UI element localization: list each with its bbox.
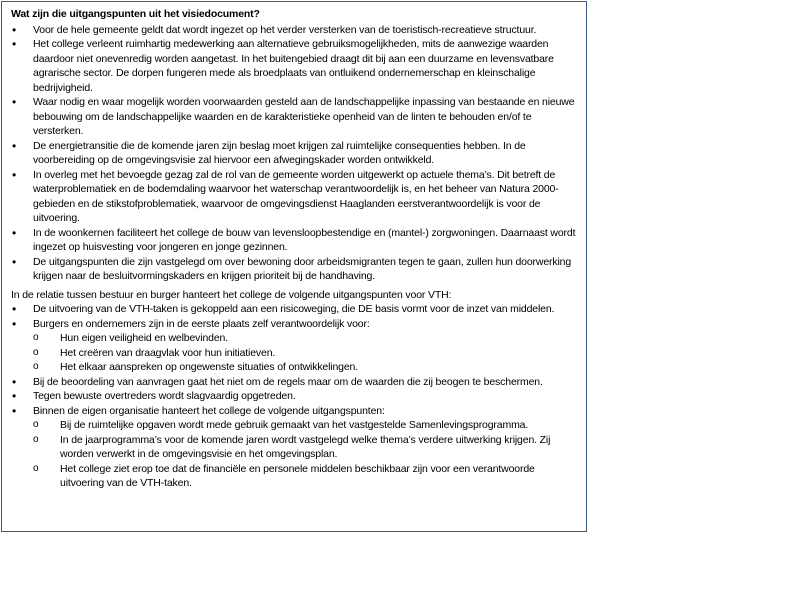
sub-list-item: o In de jaarprogramma’s voor de komende jaren wordt vastgelegd welke thema’s verdere uitwerking krijgen. Zij worden verwerkt in de omgevingsvisie en het omgevingsplan. <box>33 433 581 462</box>
list-item: • Voor de hele gemeente geldt dat wordt ingezet op het verder versterken van de toeristisch-recreatieve structuur. <box>11 23 581 38</box>
list-item: • De energietransitie die de komende jaren zijn beslag moet krijgen zal ruimtelijke consequenties hebben. In de voorbereiding op de omgevingsvisie zal hiervoor een afwegingskader worden ontwikkeld. <box>11 139 581 168</box>
section-title: Wat zijn die uitgangspunten uit het visiedocument? <box>11 8 260 20</box>
sub-list <box>33 418 581 491</box>
sub-list-item: o Het creëren van draagvlak voor hun initiatieven. <box>33 346 581 361</box>
list-item: • Tegen bewuste overtreders wordt slagvaardig opgetreden. <box>11 389 581 404</box>
visiedocument-list <box>11 23 581 284</box>
list-item <box>11 317 581 375</box>
sub-list-item: o Het college ziet erop toe dat de financiële en personele middelen beschikbaar zijn voor een verantwoorde uitvoering van de VTH-taken. <box>33 462 581 491</box>
sub-list-item: o Hun eigen veiligheid en welbevinden. <box>33 331 581 346</box>
sub-list-item: o Bij de ruimtelijke opgaven wordt mede gebruik gemaakt van het vastgestelde Samenlevingsprogramma. <box>33 418 581 433</box>
vth-intro-paragraph: In de relatie tussen bestuur en burger hanteert het college de volgende uitgangspunten voor VTH: <box>11 288 452 301</box>
list-item <box>11 404 581 491</box>
list-item: • Bij de beoordeling van aanvragen gaat het niet om de regels maar om de waarden die zij beogen te beschermen. <box>11 375 581 390</box>
list-item: • De uitvoering van de VTH-taken is gekoppeld aan een risicoweging, die DE basis vormt voor de inzet van middelen. <box>11 302 581 317</box>
sub-list <box>33 331 581 375</box>
list-item: • De uitgangspunten die zijn vastgelegd om over bewoning door arbeidsmigranten tegen te gaan, zullen hun doorwerking krijgen naar de besluitvormingskaders en krijgen prioriteit bij de handhaving. <box>11 255 581 284</box>
list-item: • In overleg met het bevoegde gezag zal de rol van de gemeente worden uitgewerkt op actuele thema’s. Dit betreft de waterproblematiek en de bodemdaling waarvoor het waterschap verantwoordelijk is, en het beheer van Natura 2000-gebieden en de stikstofproblematiek, waarvoor de omgevingsdienst Haaglanden eerstverantwoordelijk is voor de uitvoering. <box>11 168 581 226</box>
text-box <box>1 1 587 532</box>
list-item-text: Binnen de eigen organisatie hanteert het college de volgende uitgangspunten: <box>33 404 385 417</box>
document-content <box>11 7 581 491</box>
list-item: • Het college verleent ruimhartig medewerking aan alternatieve gebruiksmogelijkheden, mits de aanwezige waarden daardoor niet onevenredig worden aangetast. In het buitengebied draagt dit bij aan een duurzame en levensvatbare agrarische sector. De dorpen fungeren mede als broedplaats van ontluikend ondernemerschap en kleinschalige bedrijvigheid. <box>11 37 581 95</box>
vth-list <box>11 302 581 491</box>
list-item: • Waar nodig en waar mogelijk worden voorwaarden gesteld aan de landschappelijke inpassing van bestaande en nieuwe bebouwing om de landschappelijke waarden en de karakteristieke openheid van de linten te behouden en/of te versterken. <box>11 95 581 139</box>
sub-list-item: o Het elkaar aanspreken op ongewenste situaties of ontwikkelingen. <box>33 360 581 375</box>
list-item-text: Burgers en ondernemers zijn in de eerste plaats zelf verantwoordelijk voor: <box>33 317 370 330</box>
list-item: • In de woonkernen faciliteert het college de bouw van levensloopbestendige en (mantel-) zorgwoningen. Daarnaast wordt ingezet op huisvesting voor jongeren en jonge gezinnen. <box>11 226 581 255</box>
